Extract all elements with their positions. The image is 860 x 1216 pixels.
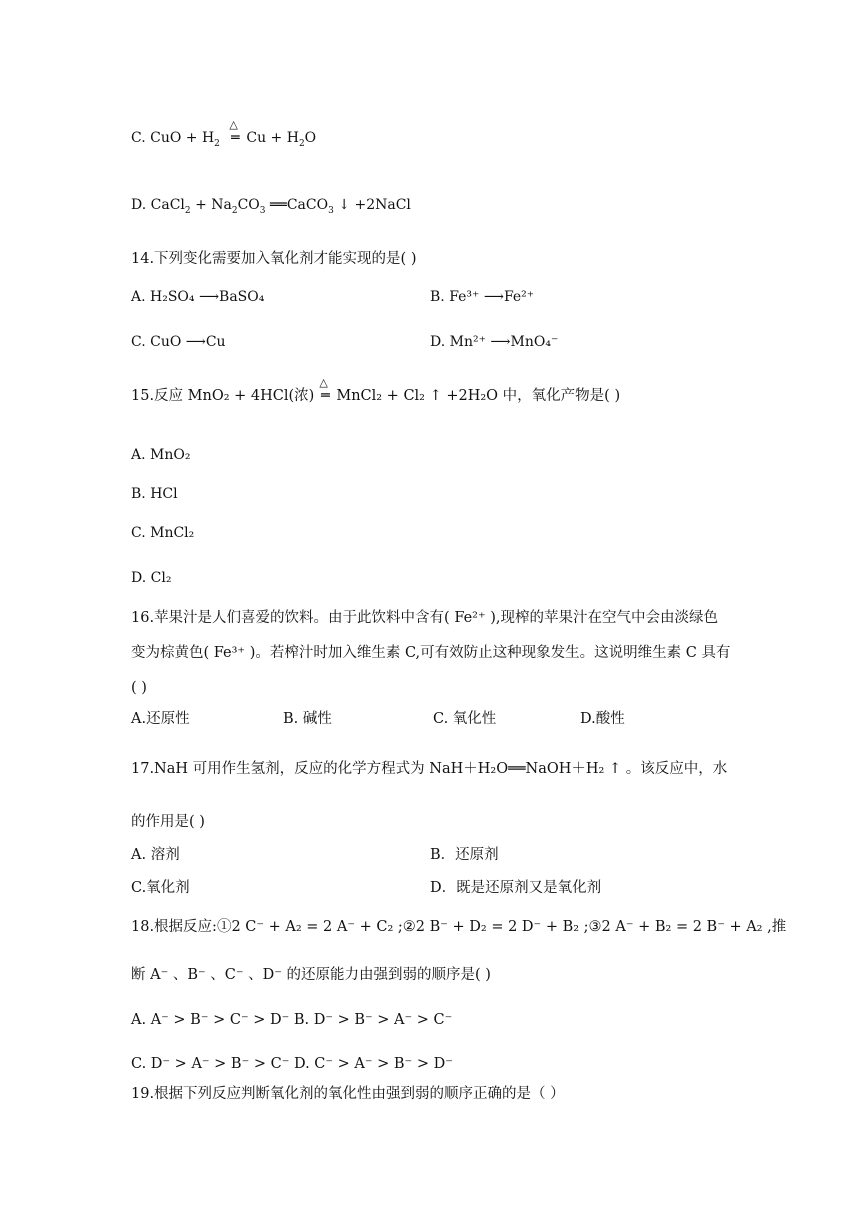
q16-stem-line2: 变为棕黄色( Fe³⁺ )。若榨汁时加入维生素 C,可有效防止这种现象发生。这说明维生素 C 具有 (131, 645, 731, 661)
q17-stem-line1: 17.NaH 可用作生氢剂，反应的化学方程式为 NaH＋H₂O══NaOH＋H₂ ↑ 。该反应中，水 (131, 761, 728, 777)
q17-option-b: B．还原剂 (430, 847, 499, 863)
q16-option-c: C. 氧化性 (433, 711, 497, 727)
q15-option-b: B. HCl (131, 486, 178, 502)
q14-stem: 14.下列变化需要加入氧化剂才能实现的是( ) (131, 251, 417, 267)
q18-options-ab: A. A⁻ > B⁻ > C⁻ > D⁻ B. D⁻ > B⁻ > A⁻ > C⁻ (131, 1012, 453, 1028)
q15-option-a: A. MnO₂ (131, 447, 191, 463)
heating-equals-sign: △ ═ (319, 376, 330, 404)
q14-option-c: C. CuO ⟶Cu (131, 334, 226, 350)
q15-stem: 15.反应 MnO₂ + 4HCl(浓) △ ═ MnCl₂ + Cl₂ ↑ +2H₂O 中，氧化产物是( ) (131, 376, 621, 404)
q17-option-a: A. 溶剂 (131, 847, 180, 863)
q13-option-d: D. CaCl$_2$ + $Na_2CO_3$ ══CaCO$_3$ ↓ +2NaCl (131, 197, 411, 216)
q14-option-b: B. Fe³⁺ ⟶Fe²⁺ (430, 289, 535, 305)
q16-option-a: A.还原性 (131, 711, 190, 727)
q13-option-c: C. CuO + $H_2$ △ ═ $Cu + H_2O$ (131, 118, 317, 149)
q17-stem-line2: 的作用是( ) (131, 814, 205, 830)
q15-option-c: C. MnCl₂ (131, 525, 195, 541)
q17-option-d: D．既是还原剂又是氧化剂 (430, 880, 602, 896)
q14-option-a: A. H₂SO₄ ⟶BaSO₄ (131, 289, 265, 305)
heating-equals-sign: △ ═ (229, 118, 240, 146)
q16-stem-line1: 16.苹果汁是人们喜爱的饮料。由于此饮料中含有( Fe²⁺ ),现榨的苹果汁在空气中会由淡绿色 (131, 610, 719, 626)
q16-option-b: B. 碱性 (283, 711, 332, 727)
q18-stem-line2: 断 A⁻ 、B⁻ 、C⁻ 、D⁻ 的还原能力由强到弱的顺序是( ) (131, 967, 491, 983)
q16-option-d: D.酸性 (580, 711, 625, 727)
q18-stem-line1: 18.根据反应:①2 C⁻ + A₂ = 2 A⁻ + C₂ ;②2 B⁻ + D₂ = 2 D⁻ + B₂ ;③2 A⁻ + B₂ = 2 B⁻ + A₂ ,推 (131, 919, 787, 935)
q15-option-d: D. Cl₂ (131, 570, 172, 586)
q18-options-cd: C. D⁻ > A⁻ > B⁻ > C⁻ D. C⁻ > A⁻ > B⁻ > D⁻ (131, 1056, 453, 1072)
q16-stem-line3: ( ) (131, 680, 147, 696)
q19-stem: 19.根据下列反应判断氧化剂的氧化性由强到弱的顺序正确的是（ ） (131, 1086, 565, 1102)
q17-option-c: C.氧化剂 (131, 880, 190, 896)
q14-option-d: D. Mn²⁺ ⟶MnO₄⁻ (430, 334, 559, 350)
